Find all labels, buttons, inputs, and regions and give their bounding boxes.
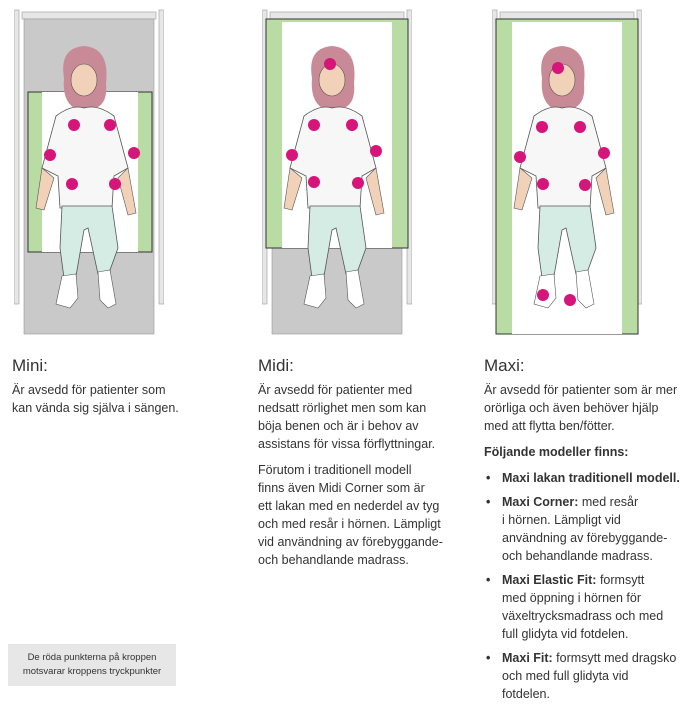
text-line: orörliga och även behöver hjälp [484, 401, 659, 415]
model-name: Maxi Fit: [502, 651, 553, 665]
text-line: Är avsedd för patienter som är mer [484, 383, 678, 397]
figure-midi [262, 8, 412, 338]
midi-paragraph-2 [258, 461, 468, 569]
text-line: nedsatt rörlighet men som kan [258, 401, 427, 415]
figure-mini [14, 8, 164, 338]
model-description: formsytt med dragsko [552, 651, 677, 665]
text-line: med att flytta ben/fötter. [484, 419, 615, 433]
bullet: • [486, 495, 491, 509]
text-line: Förutom i traditionell modell [258, 463, 412, 477]
text-line: i hörnen. Lämpligt vid [502, 513, 621, 527]
list-item [484, 469, 692, 487]
text-line: fotdelen. [502, 687, 550, 701]
midi-description [258, 381, 468, 577]
text-line: finns även Midi Corner som är [258, 481, 425, 495]
text-line: ett lakan med en nederdel av tyg [258, 499, 440, 513]
text-line: och behandlande madrass. [502, 549, 653, 563]
midi-title: Midi: [258, 356, 294, 375]
list-item [484, 571, 692, 643]
pressure-point-note [8, 644, 176, 686]
model-name: Maxi Elastic Fit: [502, 573, 597, 587]
model-name: Maxi Corner: [502, 495, 579, 509]
text-line: assistans för vissa förflyttningar. [258, 437, 436, 451]
bed-illustration-mini [14, 8, 164, 338]
maxi-description [484, 381, 692, 709]
figure-maxi [492, 8, 642, 338]
model-name: Maxi lakan traditionell modell. [502, 471, 680, 485]
text-line: böja benen och är i behov av [258, 419, 419, 433]
bullet: • [486, 651, 491, 665]
text-line: Är avsedd för patienter med [258, 383, 413, 397]
text-line: kan vända sig själva i sängen. [12, 401, 179, 415]
maxi-title: Maxi: [484, 356, 525, 375]
text-line: och med resår i hörnen. Lämpligt [258, 517, 441, 531]
list-item [484, 493, 692, 565]
text-line: växeltrycksmadrass och med [502, 609, 664, 623]
text-line: motsvarar kroppens tryckpunkter [22, 666, 162, 677]
text-line: full glidyta vid fotdelen. [502, 627, 629, 641]
models-list [484, 469, 692, 703]
text-line: De röda punkterna på kroppen [27, 652, 157, 663]
text-line: vid användning av förebyggande- [258, 535, 443, 549]
text-line: Är avsedd för patienter som [12, 383, 166, 397]
text-line: och med full glidyta vid [502, 669, 629, 683]
bullet: • [486, 471, 491, 485]
text-line: användning av förebyggande- [502, 531, 668, 545]
model-description: med resår [578, 495, 639, 509]
models-heading: Följande modeller finns: [484, 445, 629, 459]
list-item [484, 649, 692, 703]
text-line: och behandlande madrass. [258, 553, 409, 567]
bullet: • [486, 573, 491, 587]
midi-paragraph-1 [258, 381, 468, 453]
maxi-paragraph-1 [484, 381, 692, 435]
mini-description [12, 381, 232, 417]
bed-illustration-maxi [492, 8, 642, 338]
bed-illustration-midi [262, 8, 412, 338]
mini-title: Mini: [12, 356, 48, 375]
model-description: formsytt [596, 573, 645, 587]
text-line: med öppning i hörnen för [502, 591, 641, 605]
